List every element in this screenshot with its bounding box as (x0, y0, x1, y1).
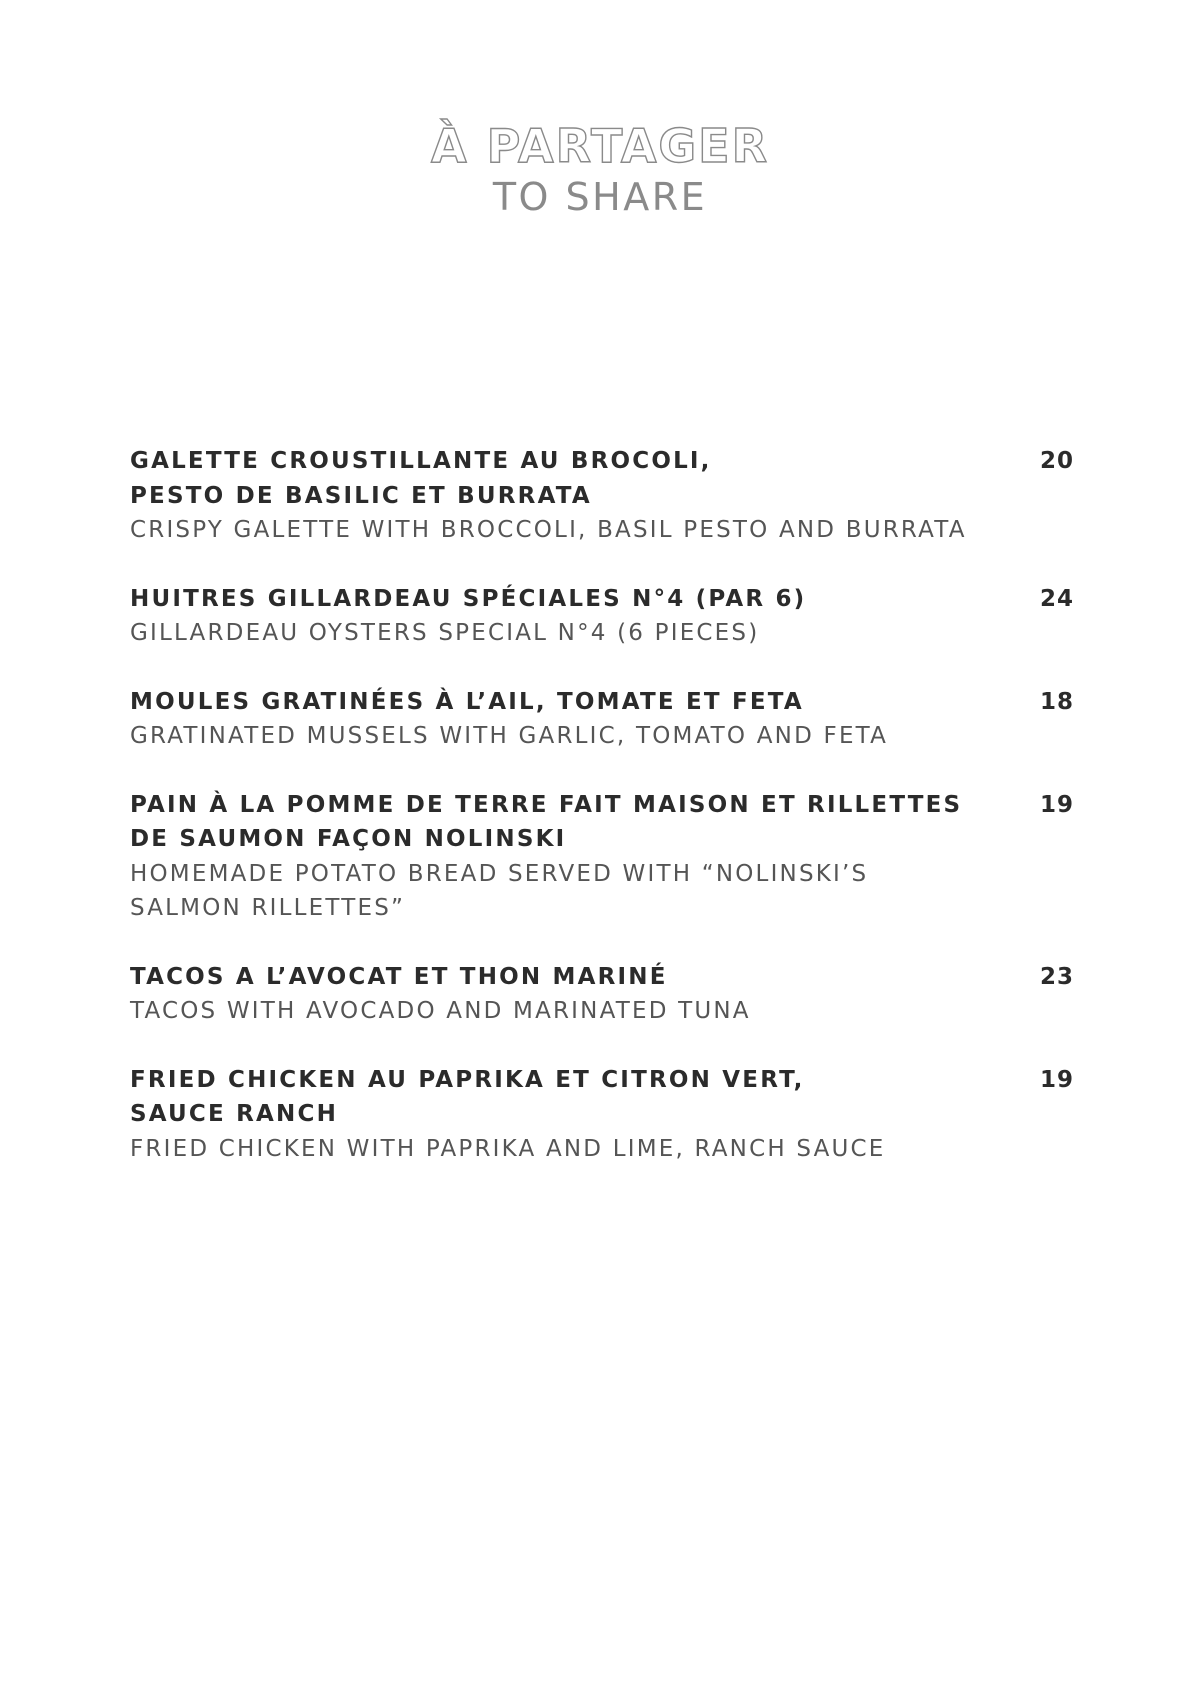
menu-item (130, 685, 1074, 754)
menu-item (130, 582, 1074, 651)
menu-item (130, 1063, 1074, 1167)
item-name-english: TACOS WITH AVOCADO AND MARINATED TUNA (130, 998, 751, 1024)
item-name-french: GALETTE CROUSTILLANTE AU BROCOLI, PESTO DE BASILIC ET BURRATA (130, 448, 712, 509)
item-name-english: CRISPY GALETTE WITH BROCCOLI, BASIL PESTO AND BURRATA (130, 517, 967, 543)
item-name-french: HUITRES GILLARDEAU SPÉCIALES N°4 (PAR 6) (130, 585, 807, 612)
item-price: 24 (1039, 585, 1074, 612)
item-name-english: GILLARDEAU OYSTERS SPECIAL N°4 (6 PIECES) (130, 620, 760, 646)
item-price: 19 (1039, 1066, 1074, 1093)
item-name-french: TACOS A L’AVOCAT ET THON MARINÉ (130, 963, 668, 990)
item-name-english: HOMEMADE POTATO BREAD SERVED WITH “NOLINSKI’S SALMON RILLETTES” (130, 860, 869, 921)
menu-header (0, 118, 1200, 220)
item-name-english: GRATINATED MUSSELS WITH GARLIC, TOMATO AND FETA (130, 723, 889, 749)
section-subtitle: TO SHARE (492, 175, 708, 219)
menu-item (130, 788, 1074, 926)
section-title: À PARTAGER (430, 119, 770, 173)
item-name-french: MOULES GRATINÉES À L’AIL, TOMATE ET FETA (130, 688, 804, 715)
item-price: 23 (1039, 963, 1074, 990)
item-price: 20 (1039, 448, 1074, 474)
menu-item (130, 444, 1074, 548)
item-price: 19 (1039, 791, 1074, 818)
item-price: 18 (1039, 688, 1074, 715)
item-name-french: FRIED CHICKEN AU PAPRIKA ET CITRON VERT, SAUCE RANCH (130, 1066, 805, 1127)
menu-item (130, 960, 1074, 1029)
item-name-english: FRIED CHICKEN WITH PAPRIKA AND LIME, RANCH SAUCE (130, 1135, 886, 1162)
item-name-french: PAIN À LA POMME DE TERRE FAIT MAISON ET RILLETTES DE SAUMON FAÇON NOLINSKI (130, 791, 963, 852)
menu-list (130, 444, 1074, 1200)
